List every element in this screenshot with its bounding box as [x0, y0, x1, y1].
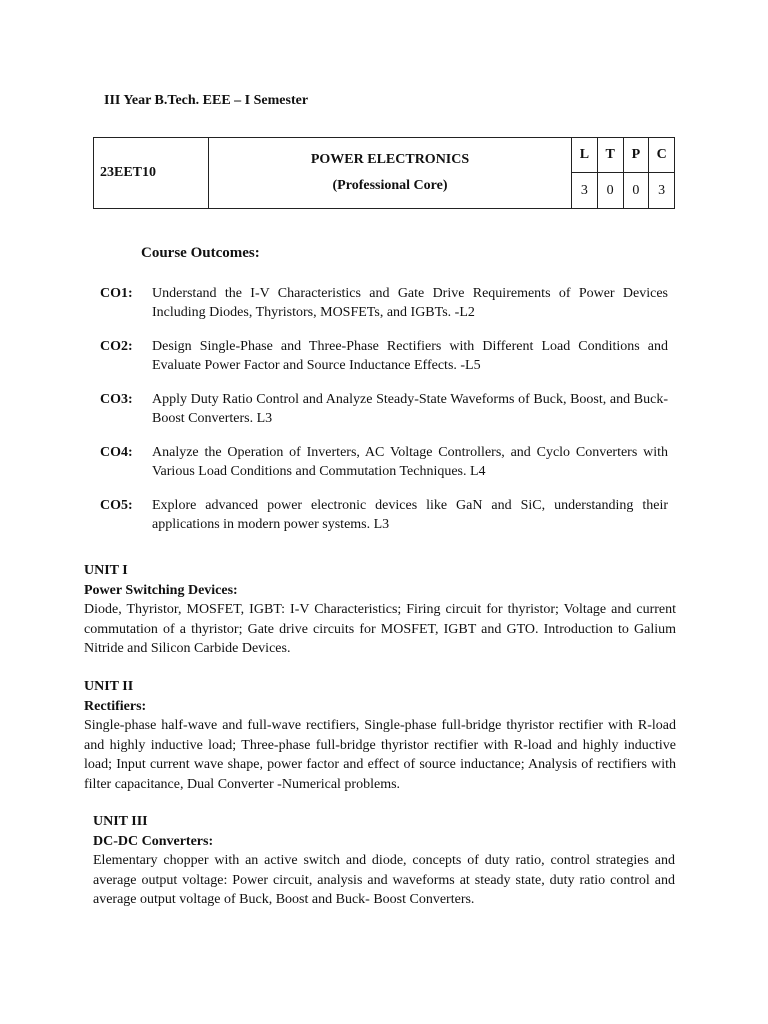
course-info-table	[93, 137, 675, 209]
unit-heading: UNIT II	[84, 679, 134, 694]
ltpc-value-p: 0	[623, 173, 649, 209]
course-title: POWER ELECTRONICS	[310, 152, 470, 167]
course-outcome-text: Explore advanced power electronic devices like GaN and SiC, understanding their applications in modern power systems. L3	[152, 498, 668, 532]
course-outcome-text: Understand the I-V Characteristics and Gate Drive Requirements of Power Devices Including Diodes, Thyristors, MOSFETs, and IGBTs. -L2	[152, 286, 668, 320]
course-outcome-label: CO4:	[100, 445, 133, 460]
ltpc-value-l: 3	[572, 173, 598, 209]
unit-heading: UNIT III	[93, 814, 148, 829]
unit-subtitle: Rectifiers:	[84, 698, 147, 714]
unit-section-3	[93, 812, 675, 910]
ltpc-header-t: T	[597, 138, 623, 173]
ltpc-header-l: L	[572, 138, 598, 173]
unit-body: Single-phase half-wave and full-wave rectifiers, Single-phase full-bridge thyristor rectifier with R-load and highly inductive load; Three-phase full-bridge thyristor rectifier with R-load and highly inductive load; Input current wave shape, power factor and effect of source inductance; Analysis of rectifiers with filter capacitance, Dual Converter -Numerical problems.	[84, 718, 676, 792]
course-outcome-text: Analyze the Operation of Inverters, AC Voltage Controllers, and Cyclo Converters with Various Load Conditions and Commutation Techniques. L4	[152, 445, 668, 479]
unit-subtitle: Power Switching Devices:	[84, 582, 238, 598]
course-outcome-text: Apply Duty Ratio Control and Analyze Steady-State Waveforms of Buck, Boost, and Buck-Boost Converters. L3	[152, 392, 668, 426]
unit-section-2	[84, 677, 676, 794]
course-outcome-item	[100, 337, 668, 375]
unit-body: Elementary chopper with an active switch and diode, concepts of duty ratio, control strategies and average output voltage: Power circuit, analysis and waveforms at steady state, duty ratio control and average output voltage of Buck, Boost and Buck- Boost Converters.	[93, 853, 675, 907]
course-title-cell	[209, 138, 572, 209]
course-outcome-item	[100, 390, 668, 428]
course-outcomes-heading: Course Outcomes:	[141, 245, 260, 261]
unit-body: Diode, Thyristor, MOSFET, IGBT: I-V Characteristics; Firing circuit for thyristor; Voltage and current commutation of a thyristor; Gate drive circuits for MOSFET, IGBT and GTO. Introduction to Galium Nitride and Silicon Carbide Devices.	[84, 602, 676, 656]
course-outcome-label: CO3:	[100, 392, 133, 407]
course-outcome-label: CO2:	[100, 339, 133, 354]
semester-heading: III Year B.Tech. EEE – I Semester	[104, 93, 309, 108]
ltpc-value-c: 3	[649, 173, 675, 209]
course-outcome-label: CO5:	[100, 498, 133, 513]
unit-heading: UNIT I	[84, 563, 128, 578]
course-outcome-item	[100, 284, 668, 322]
course-outcome-item	[100, 443, 668, 481]
ltpc-value-t: 0	[597, 173, 623, 209]
ltpc-header-p: P	[623, 138, 649, 173]
course-outcome-text: Design Single-Phase and Three-Phase Rectifiers with Different Load Conditions and Evaluate Power Factor and Source Inductance Effects. -L5	[152, 339, 668, 373]
course-outcome-item	[100, 496, 668, 534]
course-outcome-label: CO1:	[100, 286, 133, 301]
ltpc-header-c: C	[649, 138, 675, 173]
unit-section-1	[84, 561, 676, 659]
unit-subtitle: DC-DC Converters:	[93, 833, 214, 849]
course-code: 23EET10	[94, 138, 209, 209]
course-category: (Professional Core)	[332, 178, 448, 193]
